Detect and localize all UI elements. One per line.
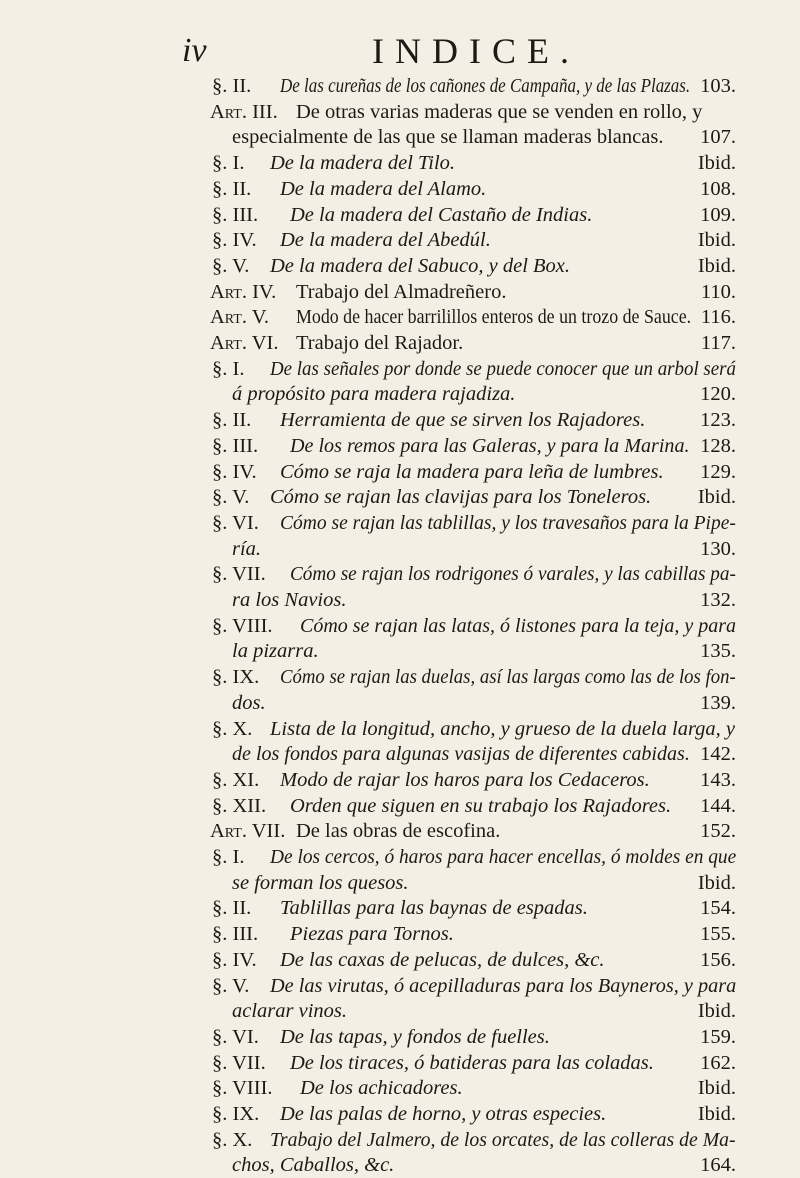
entry-page: 129. — [700, 460, 736, 483]
entry-label: §. V. — [212, 254, 250, 277]
entry-page: Ibid. — [697, 1077, 736, 1100]
entry-label: §. I. — [212, 152, 245, 175]
index-entry — [0, 896, 800, 921]
entry-label: §. IX. — [212, 666, 260, 689]
entry-page: 120. — [700, 383, 736, 406]
entry-text: Trabajo del Jalmero, de los orcates, de las colleras de Ma- — [270, 1128, 736, 1151]
index-entry — [0, 511, 800, 536]
entry-text: De la madera del Castaño de Indias. — [290, 203, 593, 226]
index-entry — [0, 717, 800, 742]
entry-label: §. I. — [212, 357, 245, 380]
entry-label: §. III. — [212, 923, 259, 946]
entry-text: chos, Caballos, &c. — [232, 1154, 395, 1177]
index-entry — [0, 999, 800, 1024]
index-entry — [0, 819, 800, 844]
entry-text: Piezas para Tornos. — [290, 923, 454, 946]
entry-text: á propósito para madera rajadiza. — [232, 383, 516, 406]
entry-label: Art. VI. — [210, 332, 279, 354]
entry-label: §. V. — [212, 486, 250, 509]
entry-label: Art. V. — [210, 306, 270, 329]
entry-page: 109. — [700, 203, 736, 226]
entry-label: §. III. — [212, 434, 259, 457]
entry-text: especialmente de las que se llaman maderas blancas. — [232, 126, 664, 149]
index-entry — [0, 280, 800, 305]
entry-page: Ibid. — [697, 229, 736, 252]
entry-page: Ibid. — [697, 1103, 736, 1125]
entry-text: Trabajo del Almadreñero. — [296, 280, 507, 303]
entry-label: §. VII. — [212, 1051, 266, 1074]
entry-label: §. II. — [212, 897, 252, 920]
entry-text: De las virutas, ó acepilladuras para los Bayneros, y para — [270, 974, 737, 997]
entry-page: Ibid. — [697, 254, 736, 277]
index-entry — [0, 100, 800, 125]
entry-label: §. IV. — [212, 948, 257, 971]
entry-label: Art. VII. — [210, 820, 286, 843]
index-entry — [0, 974, 800, 999]
entry-page: 123. — [700, 409, 736, 432]
entry-page: 116. — [700, 306, 736, 329]
index-entry — [0, 74, 800, 99]
entry-text: De las palas de horno, y otras especies. — [280, 1103, 607, 1125]
index-entry — [0, 1102, 800, 1127]
index-entry — [0, 922, 800, 947]
index-entry — [0, 665, 800, 690]
entry-page: 162. — [700, 1051, 736, 1074]
entry-text: De la madera del Tilo. — [270, 152, 456, 175]
entry-label: §. VIII. — [212, 614, 273, 637]
index-entry — [0, 794, 800, 819]
entry-text: De los cercos, ó haros para hacer encellas, ó moldes en que — [270, 846, 737, 868]
entry-text: De las caxas de pelucas, de dulces, &c. — [280, 948, 605, 971]
page-title: INDICE. — [372, 31, 580, 71]
index-entry — [0, 871, 800, 896]
entry-page: 135. — [700, 640, 736, 663]
entry-text: Orden que siguen en su trabajo los Rajadores. — [290, 794, 672, 817]
index-entry — [0, 331, 800, 356]
index-entry — [0, 305, 800, 330]
index-entry — [0, 588, 800, 613]
entry-page: 103. — [700, 75, 736, 97]
index-entry — [0, 460, 800, 485]
index-entry — [0, 845, 800, 870]
entry-page: 128. — [700, 434, 736, 457]
entry-page: 155. — [700, 923, 736, 946]
entry-page: 154. — [700, 897, 736, 920]
index-entry — [0, 177, 800, 202]
entry-text: De las señales por donde se puede conocer que un arbol será — [270, 357, 737, 380]
entry-text: la pizarra. — [232, 640, 319, 663]
index-entry — [0, 948, 800, 973]
entry-label: §. V. — [212, 974, 250, 997]
entry-text: Cómo se rajan las clavijas para los Toneleros. — [270, 486, 652, 509]
index-entry — [0, 768, 800, 793]
index-entry — [0, 1076, 800, 1101]
index-entry — [0, 742, 800, 767]
entry-text: de los fondos para algunas vasijas de diferentes cabidas. — [232, 743, 690, 766]
entry-text: Tablillas para las baynas de espadas. — [280, 897, 588, 920]
entry-label: §. II. — [212, 409, 252, 432]
index-entry — [0, 151, 800, 176]
entry-text: aclarar vinos. — [232, 1000, 348, 1023]
index-entry — [0, 1153, 800, 1178]
entry-page: 152. — [700, 820, 736, 843]
index-entry — [0, 1025, 800, 1050]
entry-label: §. X. — [212, 717, 253, 740]
index-entry — [0, 434, 800, 459]
index-entry — [0, 382, 800, 407]
entry-label: §. IV. — [212, 229, 257, 252]
entry-label: §. I. — [212, 846, 245, 868]
page-number: iv — [182, 32, 207, 69]
entry-text: De la madera del Sabuco, y del Box. — [270, 254, 571, 277]
entry-label: §. X. — [212, 1128, 253, 1151]
entry-text: ra los Navios. — [232, 589, 347, 611]
entry-text: Cómo se rajan las tablillas, y los travesaños para la Pipe- — [280, 511, 736, 534]
entry-text: Cómo se raja la madera para leña de lumbres. — [280, 460, 664, 483]
entry-text: Lista de la longitud, ancho, y grueso de la duela larga, y — [270, 717, 736, 740]
entry-text: dos. — [232, 691, 266, 714]
index-entry — [0, 1051, 800, 1076]
entry-page: 108. — [700, 177, 736, 200]
entry-text: De los achicadores. — [300, 1077, 463, 1100]
entry-page: 164. — [700, 1154, 736, 1177]
index-entry — [0, 408, 800, 433]
entry-text: De otras varias maderas que se venden en rollo, y — [296, 100, 703, 123]
index-entry — [0, 614, 800, 639]
entry-label: §. VIII. — [212, 1077, 273, 1100]
entry-page: 142. — [700, 743, 736, 766]
entry-page: 139. — [700, 691, 736, 714]
entry-text: Cómo se rajan las latas, ó listones para la teja, y para — [300, 614, 737, 637]
entry-page: 117. — [700, 332, 736, 354]
entry-page: 110. — [700, 280, 736, 303]
entry-text: De las obras de escofina. — [296, 820, 501, 843]
index-entry — [0, 203, 800, 228]
entry-label: §. II. — [212, 75, 252, 97]
entry-text: De los remos para las Galeras, y para la Marina. — [290, 434, 690, 457]
index-entry — [0, 357, 800, 382]
index-entry — [0, 228, 800, 253]
entry-text: Herramienta de que se sirven los Rajadores. — [280, 409, 646, 432]
entry-page: Ibid. — [697, 871, 736, 894]
index-entry — [0, 485, 800, 510]
entry-label: §. VI. — [212, 511, 259, 534]
entry-label: Art. III. — [210, 100, 278, 123]
index-entry — [0, 125, 800, 150]
entry-page: 132. — [700, 589, 736, 611]
entry-page: 156. — [700, 948, 736, 971]
entry-page: 107. — [700, 126, 736, 149]
index-entry — [0, 1128, 800, 1153]
entry-text: Cómo se rajan los rodrigones ó varales, y las cabillas pa- — [290, 563, 736, 586]
entry-page: 143. — [700, 768, 736, 791]
entry-text: Modo de hacer barrilillos enteros de un trozo de Sauce. — [296, 306, 692, 329]
entry-text: Cómo se rajan las duelas, así las largas como las de los fon- — [280, 666, 736, 689]
entry-page: Ibid. — [697, 486, 736, 509]
entry-text: De las tapas, y fondos de fuelles. — [280, 1025, 550, 1048]
entry-page: 144. — [700, 794, 736, 817]
entry-text: De las cureñas de los cañones de Campaña, y de las Plazas. — [280, 75, 691, 97]
index-entry — [0, 537, 800, 562]
entry-label: §. IV. — [212, 460, 257, 483]
entry-label: §. XII. — [212, 794, 267, 817]
entry-label: §. VII. — [212, 563, 266, 586]
entry-page: Ibid. — [697, 152, 736, 175]
running-header — [0, 30, 800, 74]
entry-label: Art. IV. — [210, 280, 277, 303]
entry-text: ría. — [232, 537, 262, 560]
entry-text: se forman los quesos. — [232, 871, 409, 894]
index-entry — [0, 691, 800, 716]
entry-label: §. VI. — [212, 1025, 259, 1048]
entry-page: 159. — [700, 1025, 736, 1048]
entry-text: Trabajo del Rajador. — [296, 332, 464, 354]
entry-label: §. IX. — [212, 1103, 260, 1125]
index-entry — [0, 562, 800, 587]
entry-page: Ibid. — [697, 1000, 736, 1023]
entry-label: §. XI. — [212, 768, 260, 791]
entry-text: De la madera del Abedúl. — [280, 229, 491, 252]
entry-label: §. III. — [212, 203, 259, 226]
entry-text: De la madera del Alamo. — [280, 177, 487, 200]
index-entry — [0, 639, 800, 664]
entry-text: Modo de rajar los haros para los Cedaceros. — [280, 768, 650, 791]
entry-page: 130. — [700, 537, 736, 560]
entry-text: De los tiraces, ó batideras para las coladas. — [290, 1051, 654, 1074]
entry-label: §. II. — [212, 177, 252, 200]
index-entry — [0, 254, 800, 279]
